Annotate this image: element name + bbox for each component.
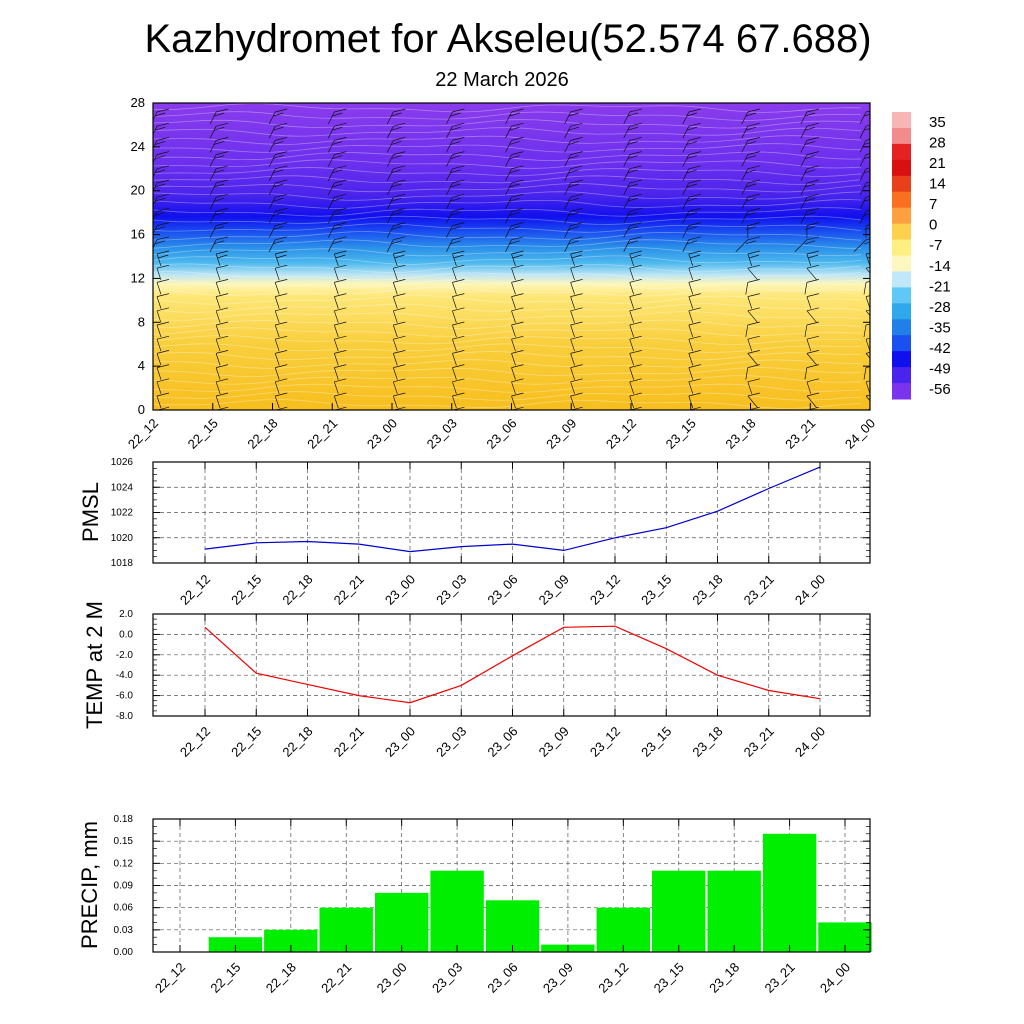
colorbar-label: 35 xyxy=(929,114,946,131)
y-tick-label: 0.0 xyxy=(119,629,133,641)
p3-x-tick-label: 24_00 xyxy=(791,723,829,760)
colorbar-label: -7 xyxy=(929,237,943,255)
precip-y-label: PRECIP, mm xyxy=(77,821,102,949)
p2-x-tick-label: 22_21 xyxy=(330,571,367,608)
p4-x-tick-label: 23_15 xyxy=(650,959,687,996)
colorbar-swatch xyxy=(892,240,911,256)
p4-x-tick-label: 23_06 xyxy=(484,959,521,996)
precip-bar xyxy=(763,834,816,952)
colorbar-label: -21 xyxy=(929,278,951,296)
p2-x-tick-label: 22_18 xyxy=(279,571,316,608)
p3-x-tick-label: 23_15 xyxy=(638,723,675,760)
p3-x-tick-label: 23_03 xyxy=(433,723,470,760)
y-tick-label: 0.15 xyxy=(113,836,133,848)
p2-x-tick-label: 23_03 xyxy=(433,571,470,608)
p4-x-tick-label: 24_00 xyxy=(816,959,854,996)
p4-x-tick-label: 23_18 xyxy=(706,959,743,996)
p2-x-tick-label: 23_09 xyxy=(535,571,572,608)
y-tick-label: 1022 xyxy=(110,507,133,519)
temp-frame xyxy=(153,614,870,716)
colorbar xyxy=(892,112,951,400)
colorbar-label: -14 xyxy=(929,257,951,275)
colorbar-swatch xyxy=(892,335,911,351)
p2-x-tick-label: 23_18 xyxy=(689,571,726,608)
precip-bar xyxy=(708,871,761,952)
y-tick-label: 1018 xyxy=(110,558,133,569)
p3-x-tick-label: 22_21 xyxy=(330,723,367,760)
p2-x-tick-label: 24_00 xyxy=(791,571,829,608)
cross-section-field xyxy=(153,103,870,410)
chart-subtitle: 22 March 2026 xyxy=(435,69,569,91)
colorbar-swatch xyxy=(892,271,911,287)
p2-x-tick-label: 22_12 xyxy=(176,571,214,608)
colorbar-swatch xyxy=(892,383,911,399)
precip-bars xyxy=(209,834,872,952)
p3-x-tick-label: 23_12 xyxy=(586,723,624,760)
cross-section-x-tick-label: 22_18 xyxy=(244,415,281,452)
precip-bar xyxy=(652,871,705,952)
colorbar-swatch xyxy=(892,256,911,272)
colorbar-swatch xyxy=(892,319,911,335)
p3-x-tick-label: 23_21 xyxy=(740,723,777,760)
cross-section-x-tick-label: 22_15 xyxy=(184,415,221,452)
colorbar-swatch xyxy=(892,176,911,192)
cross-section-y-tick-label: 24 xyxy=(130,138,145,154)
pmsl-y-axis xyxy=(111,457,870,569)
cross-section-x-tick-label: 23_09 xyxy=(543,415,580,452)
colorbar-swatch xyxy=(892,144,911,160)
p4-x-tick-label: 23_12 xyxy=(595,959,632,996)
precip-panel xyxy=(77,814,872,996)
colorbar-swatch xyxy=(892,351,911,367)
pmsl-y-label: PMSL xyxy=(78,482,103,542)
precip-bar xyxy=(430,871,483,952)
p4-x-tick-label: 22_21 xyxy=(318,959,355,996)
chart-title: Kazhydromet for Akseleu(52.574 67.688) xyxy=(144,17,872,61)
colorbar-label: -28 xyxy=(929,298,951,316)
temp-y-axis xyxy=(116,609,870,722)
cross-section-y-tick-label: 16 xyxy=(130,226,145,242)
colorbar-swatch xyxy=(892,128,911,144)
colorbar-label: 7 xyxy=(929,196,938,214)
colorbar-swatch xyxy=(892,224,911,240)
y-tick-label: -6.0 xyxy=(115,690,133,702)
colorbar-label: 21 xyxy=(929,155,946,173)
cross-section-y-tick-label: 0 xyxy=(137,402,145,417)
colorbar-label: 28 xyxy=(929,134,946,152)
y-tick-label: 0.03 xyxy=(113,924,133,936)
p2-x-tick-label: 23_12 xyxy=(586,571,624,608)
y-tick-label: 1026 xyxy=(110,457,133,468)
y-tick-label: -8.0 xyxy=(115,711,133,722)
cross-section-x-tick-label: 23_06 xyxy=(483,415,520,452)
p3-x-tick-label: 22_12 xyxy=(176,723,214,760)
temp-y-label: TEMP at 2 M xyxy=(82,601,107,729)
temp-panel xyxy=(82,601,870,760)
colorbar-label: -35 xyxy=(929,319,951,337)
precip-bar xyxy=(375,893,428,952)
y-tick-label: -4.0 xyxy=(115,670,133,682)
colorbar-label: -49 xyxy=(929,360,951,378)
colorbar-swatch xyxy=(892,192,911,208)
p3-x-tick-label: 23_18 xyxy=(689,723,726,760)
cross-section-y-tick-label: 12 xyxy=(130,270,145,286)
colorbar-swatch xyxy=(892,303,911,319)
pmsl-panel xyxy=(78,457,870,608)
p3-x-tick-label: 23_00 xyxy=(381,723,419,760)
cross-section-x-tick-label: 23_21 xyxy=(782,415,819,452)
cross-section-x-tick-label: 22_21 xyxy=(304,415,341,452)
p4-x-tick-label: 22_12 xyxy=(151,959,189,996)
p2-x-tick-label: 23_15 xyxy=(638,571,675,608)
y-tick-label: 0.12 xyxy=(113,858,133,870)
colorbar-swatch xyxy=(892,287,911,303)
y-tick-label: 2.0 xyxy=(119,609,133,620)
colorbar-swatch xyxy=(892,160,911,176)
cross-section-y-tick-label: 28 xyxy=(130,95,145,110)
colorbar-label: 14 xyxy=(929,175,946,193)
colorbar-label: -56 xyxy=(929,381,951,398)
y-tick-label: 0.00 xyxy=(113,947,133,958)
cross-section-x-tick-label: 23_00 xyxy=(363,415,401,452)
colorbar-label: 0 xyxy=(929,216,938,234)
temp-x-axis xyxy=(177,614,828,760)
cross-section-x-tick-label: 23_03 xyxy=(423,415,460,452)
p3-x-tick-label: 22_18 xyxy=(279,723,316,760)
y-tick-label: 0.09 xyxy=(113,880,133,892)
p3-x-tick-label: 22_15 xyxy=(228,723,265,760)
p2-x-tick-label: 22_15 xyxy=(228,571,265,608)
colorbar-swatch xyxy=(892,367,911,383)
y-tick-label: -2.0 xyxy=(115,649,133,661)
colorbar-label: -42 xyxy=(929,339,951,357)
pmsl-x-axis xyxy=(177,462,828,608)
p4-x-tick-label: 23_21 xyxy=(761,959,798,996)
p3-x-tick-label: 23_09 xyxy=(535,723,572,760)
colorbar-swatch xyxy=(892,208,911,224)
pmsl-grid xyxy=(153,462,870,563)
temp-grid xyxy=(153,614,870,716)
p2-x-tick-label: 23_21 xyxy=(740,571,777,608)
p4-x-tick-label: 23_09 xyxy=(539,959,577,996)
y-tick-label: 0.18 xyxy=(113,814,133,825)
p3-x-tick-label: 23_06 xyxy=(484,723,521,760)
p4-x-tick-label: 23_03 xyxy=(429,959,466,996)
p4-x-tick-label: 22_18 xyxy=(262,959,299,996)
cross-section-x-tick-label: 24_00 xyxy=(841,415,879,452)
colorbar-swatch xyxy=(892,112,911,128)
precip-bar xyxy=(486,900,539,952)
p2-x-tick-label: 23_06 xyxy=(484,571,521,608)
cross-section-y-tick-label: 4 xyxy=(137,358,145,374)
cross-section-y-tick-label: 20 xyxy=(130,182,145,198)
cross-section-x-tick-label: 22_12 xyxy=(124,415,162,452)
cross-section-x-tick-label: 23_18 xyxy=(722,415,759,452)
y-tick-label: 0.06 xyxy=(113,902,133,914)
p2-x-tick-label: 23_00 xyxy=(381,571,419,608)
y-tick-label: 1024 xyxy=(110,482,133,494)
cross-section-x-tick-label: 23_15 xyxy=(662,415,699,452)
cross-section-y-tick-label: 8 xyxy=(137,314,145,330)
cross-section-panel xyxy=(125,95,878,452)
p4-x-tick-label: 23_00 xyxy=(373,959,410,996)
cross-section-x-tick-label: 23_12 xyxy=(602,415,640,452)
y-tick-label: 1020 xyxy=(110,532,133,544)
p4-x-tick-label: 22_15 xyxy=(207,959,244,996)
